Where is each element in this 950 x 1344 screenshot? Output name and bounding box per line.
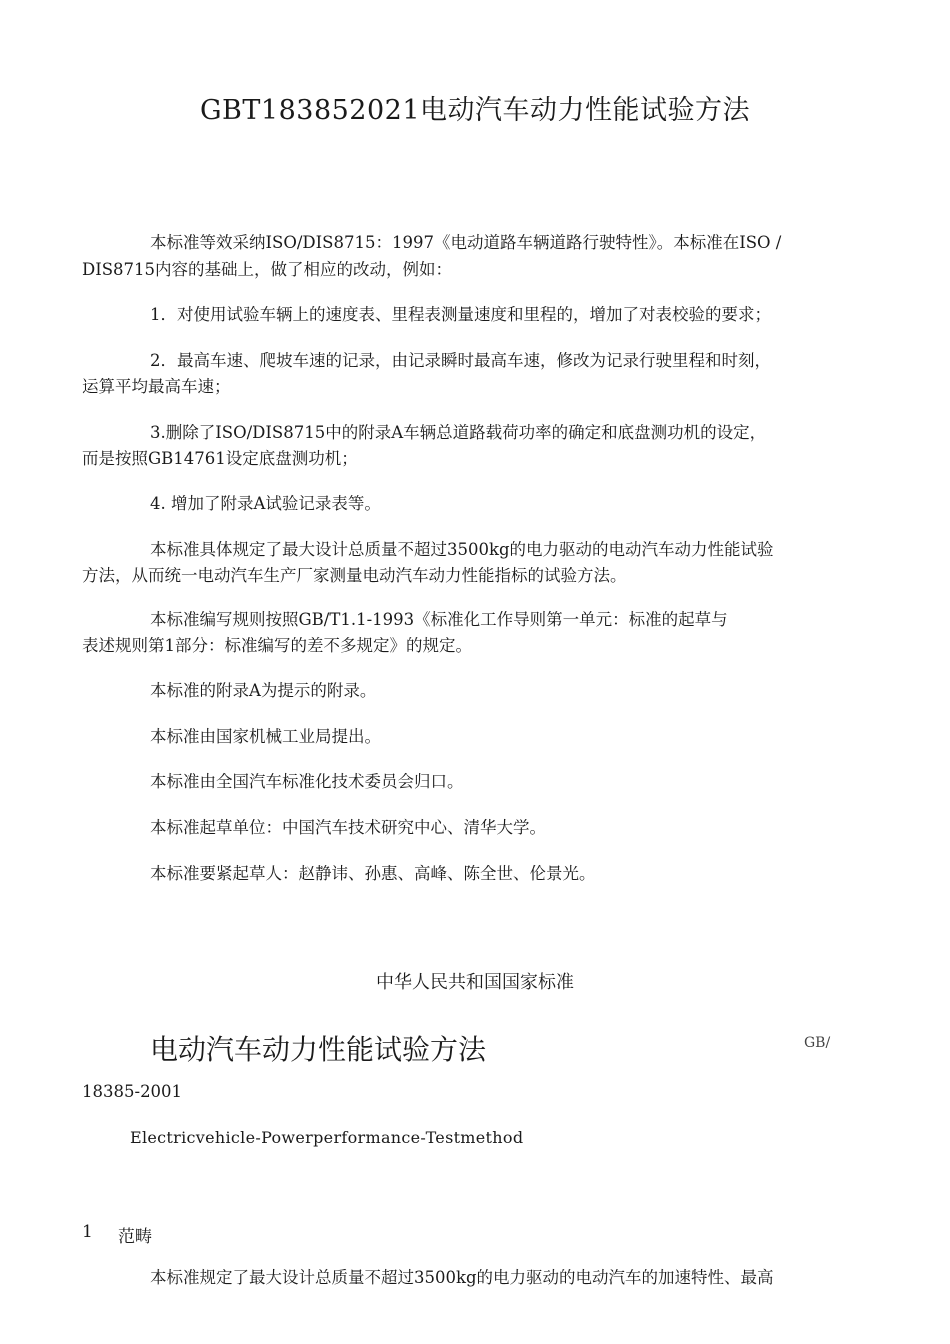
standard-code: 18385-2001 [82,1082,183,1101]
english-title: Electricvehicle-Powerperformance-Testmethod [130,1128,524,1147]
section-number: 1 [82,1222,93,1242]
foreword-paragraph-1-line-1: 本标准等效采纳ISO/DIS8715：1997《电动道路车辆道路行驶特性》。本标准在ISO / [150,233,782,252]
foreword-paragraph-6: 本标准由全国汽车标准化技术委员会归口。 [150,772,464,791]
change-item-4: 4. 增加了附录A试验记录表等。 [150,494,381,513]
foreword-paragraph-7: 本标准起草单位：中国汽车技术研究中心、清华大学。 [150,818,546,837]
change-item-3-line-1: 3.删除了ISO/DIS8715中的附录A车辆总道路载荷功率的确定和底盘测功机的设定， [150,423,767,442]
foreword-paragraph-5: 本标准由国家机械工业局提出。 [150,727,381,746]
section-paragraph: 本标准规定了最大设计总质量不超过3500kg的电力驱动的电动汽车的加速特性、最高 [150,1268,774,1287]
document-title: GBT183852021电动汽车动力性能试验方法 [199,95,751,126]
change-item-1: 1．对使用试验车辆上的速度表、里程表测量速度和里程的，增加了对表校验的要求； [150,305,771,324]
change-item-2-line-2: 运算平均最高车速； [82,377,231,396]
change-item-3-line-2: 而是按照GB14761设定底盘测功机； [82,449,358,468]
foreword-paragraph-2-line-2: 方法，从而统一电动汽车生产厂家测量电动汽车动力性能指标的试验方法。 [82,566,627,585]
standard-code-prefix: GB/ [804,1035,831,1051]
foreword-paragraph-2-line-1: 本标准具体规定了最大设计总质量不超过3500kg的电力驱动的电动汽车动力性能试验 [150,540,774,559]
foreword-paragraph-3-line-2: 表述规则第1部分：标准编写的差不多规定》的规定。 [82,636,472,655]
change-item-2-line-1: 2．最高车速、爬坡车速的记录，由记录瞬时最高车速，修改为记录行驶里程和时刻， [150,351,771,370]
section-title: 范畴 [118,1227,152,1247]
standard-name: 电动汽车动力性能试验方法 [150,1033,487,1066]
foreword-paragraph-1-line-2: DIS8715内容的基础上，做了相应的改动，例如： [82,260,453,279]
standard-authority: 中华人民共和国国家标准 [376,972,574,993]
foreword-paragraph-3-line-1: 本标准编写规则按照GB/T1.1-1993《标准化工作导则第一单元：标准的起草与 [150,610,728,629]
foreword-paragraph-4: 本标准的附录A为提示的附录。 [150,681,377,700]
foreword-paragraph-8: 本标准要紧起草人：赵静讳、孙惠、高峰、陈全世、伦景光。 [150,864,596,883]
